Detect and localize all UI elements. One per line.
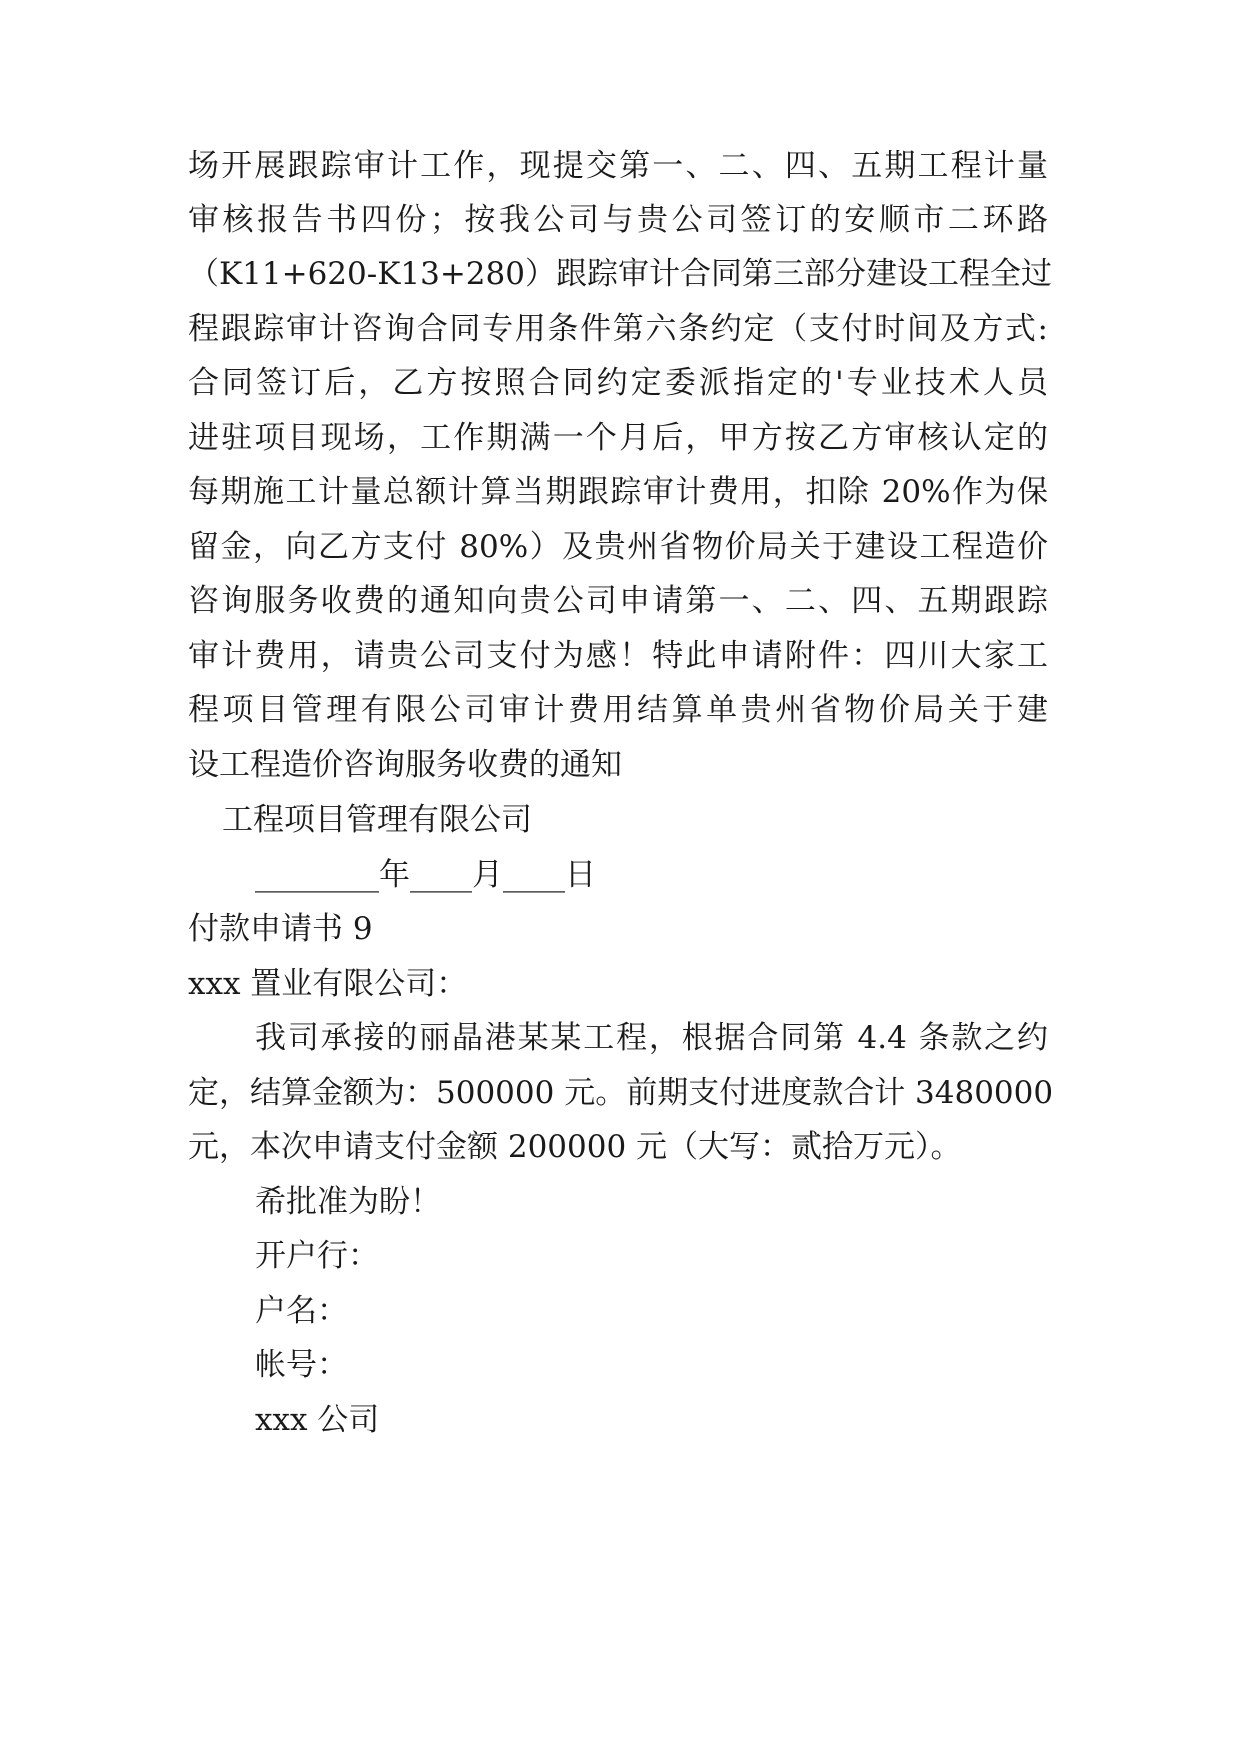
closing-text: 希批准为盼！ — [255, 1184, 441, 1220]
paragraph-line: 审计费用，请贵公司支付为感！特此申请附件：四川大家工 — [188, 638, 1048, 674]
paragraph-line: 咨询服务收费的通知向贵公司申请第一、二、四、五期跟踪 — [188, 583, 1048, 619]
paragraph-line: 场开展跟踪审计工作，现提交第一、二、四、五期工程计量 — [188, 148, 1048, 184]
paragraph-line: 每期施工计量总额计算当期跟踪审计费用，扣除 20%作为保 — [188, 474, 1048, 510]
paragraph-line: 合同签订后，乙方按照合同约定委派指定的'专业技术人员 — [188, 365, 1048, 401]
paragraph-line: 程跟踪审计咨询合同专用条件第六条约定（支付时间及方式: — [188, 311, 1048, 347]
section-title: 付款申请书 9 — [188, 911, 373, 947]
signer: xxx 公司 — [255, 1402, 380, 1438]
bank-label: 开户行： — [255, 1238, 379, 1274]
date-line: ________年____月____日 — [255, 857, 596, 893]
paragraph-line: 留金，向乙方支付 80%）及贵州省物价局关于建设工程造价 — [188, 529, 1048, 565]
paragraph-line: 程项目管理有限公司审计费用结算单贵州省物价局关于建 — [188, 692, 1048, 728]
body-line: 定，结算金额为：500000 元。前期支付进度款合计 3480000 — [188, 1075, 1054, 1111]
paragraph-line: （K11+620-K13+280）跟踪审计合同第三部分建设工程全过 — [188, 256, 1052, 292]
body-line: 元，本次申请支付金额 200000 元（大写：贰拾万元）。 — [188, 1129, 962, 1165]
body-line: 我司承接的丽晶港某某工程，根据合同第 4.4 条款之约 — [255, 1020, 1048, 1056]
addressee: xxx 置业有限公司： — [188, 966, 468, 1002]
account-number-label: 帐号： — [255, 1347, 348, 1383]
paragraph-line: 审核报告书四份；按我公司与贵公司签订的安顺市二环路 — [188, 202, 1048, 238]
account-name-label: 户名： — [255, 1293, 348, 1329]
signature-company: 工程项目管理有限公司 — [222, 802, 532, 838]
paragraph-line: 设工程造价咨询服务收费的通知 — [188, 747, 622, 783]
paragraph-line: 进驻项目现场，工作期满一个月后，甲方按乙方审核认定的 — [188, 420, 1048, 456]
